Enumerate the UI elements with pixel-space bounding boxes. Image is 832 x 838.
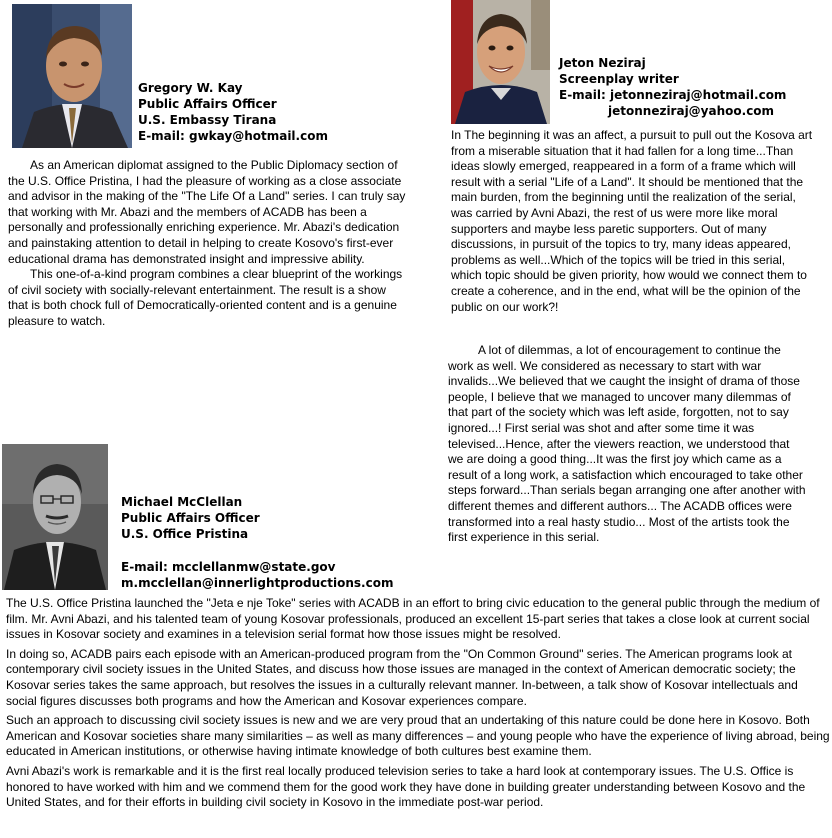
gregory-kay-statement [8, 158, 408, 330]
gregory-kay-title: Public Affairs Officer [138, 97, 277, 111]
michael-mcclellan-emails [121, 559, 393, 591]
gregory-kay-org: U.S. Embassy Tirana [138, 113, 277, 127]
jeton-neziraj-paragraph-1: In The beginning it was an affect, a pursuit to pull out the Kosova art from a miserable situation that it had fallen for a long time...Than ideas slowly emerged, reappeared in a form of a frame which will result with a serial "Life of a Land". It should be mentioned that the main burden, from the beginning until the realization of the serial, was carried by Avni Abazi, the rest of us were more like moral supporters and maybe less paretic supporters. Out of many discussions, in pursuit of the topics to try, many ideas appeared, problems as well...Which of the topics will be tried in this serial, which topic should be given priority, how would we connect them to create a coherence, and in the end, what will be the opinion of the public on our work?! [451, 128, 813, 314]
jeton-neziraj-photo [451, 0, 550, 124]
us-office-paragraph-2: In doing so, ACADB pairs each episode with an American-produced program from the "On Common Ground" series. The American programs look at contemporary civil society issues in the United States, and discuss how those issues are managed in the context of American democratic society; the Kosovar series takes the same approach, but resolves the issues in a culturally relevant manner. In-between, a talk show of Kosovar intellectuals and social figures discusses both programs and how the American and Kosovar experiences compare. [6, 646, 798, 708]
michael-mcclellan-photo [2, 444, 108, 590]
michael-mcclellan-email-2: m.mcclellan@innerlightproductions.com [121, 576, 394, 590]
jeton-neziraj-contact [559, 55, 786, 119]
jeton-neziraj-email-1: E-mail: jetonneziraj@hotmail.com [559, 88, 787, 102]
michael-mcclellan-contact [121, 494, 260, 542]
gregory-kay-paragraph-2-text: This one-of-a-kind program combines a clear blueprint of the workings of civil society with socially-relevant entertainment. The result is a show that is both chock full of Democratically-oriented content and is a genuine pleasure to watch. [8, 267, 403, 328]
gregory-kay-paragraph-2 [8, 267, 408, 329]
michael-mcclellan-org: U.S. Office Pristina [121, 527, 249, 541]
gregory-kay-photo [12, 4, 132, 148]
jeton-neziraj-email-2: jetonneziraj@yahoo.com [608, 104, 775, 118]
michael-mcclellan-name: Michael McClellan [121, 495, 243, 509]
jeton-neziraj-paragraph-2-text: A lot of dilemmas, a lot of encouragement to continue the work as well. We considered as necessary to start with war invalids...We believed that we caught the insight of drama of those people, I believe that we managed to uncover many dilemmas of that part of the society which was left aside, forgotten, not to say ignored...! First serial was shot and after some time it was televised...Hence, after the viewers reaction, we understood that we are doing a good thing...It was the first joy which came as a result of a long work, a satisfaction which encouraged to take other steps forward...Than serials began arranging one after another with different themes and different authors... The ACADB offices were transformed into a real hasty studio... Most of the artists took the first experience in this serial. [448, 343, 806, 545]
gregory-kay-contact [138, 80, 328, 144]
jeton-neziraj-name: Jeton Neziraj [559, 56, 646, 70]
michael-mcclellan-title: Public Affairs Officer [121, 511, 260, 525]
jeton-neziraj-statement-2 [448, 343, 808, 546]
gregory-kay-name: Gregory W. Kay [138, 81, 243, 95]
jeton-neziraj-title: Screenplay writer [559, 72, 679, 86]
us-office-statement [6, 596, 830, 815]
us-office-paragraph-4: Avni Abazi's work is remarkable and it is the first real locally produced television series to take a hard look at contemporary issues. The U.S. Office is honored to have worked with him and we commend them for the good work they have done in building greater understanding between Kosovo and the United States, and for their efforts in building civil society in Kosovo in the immediate post-war period. [6, 763, 806, 810]
gregory-kay-email: E-mail: gwkay@hotmail.com [138, 129, 328, 143]
jeton-neziraj-statement-1 [451, 128, 817, 315]
gregory-kay-paragraph-1-text: As an American diplomat assigned to the Public Diplomacy section of the U.S. Office Pristina, I had the pleasure of working as a close associate and advisor in the making of the "The Life Of a Land" series. I can truly say that working with Mr. Abazi and the members of ACADB has been a personally and professionally enriching experience. Mr. Abazi's dedication and painstaking attention to detail in helping to create Kosovo's first-ever educational drama has demonstrated insight and impressive ability. [8, 158, 406, 266]
michael-mcclellan-email-1: E-mail: mcclellanmw@state.gov [121, 560, 336, 574]
us-office-paragraph-1: The U.S. Office Pristina launched the "Jeta e nje Toke" series with ACADB in an effort to bring civic education to the general public through the medium of film. Mr. Avni Abazi, and his talented team of young Kosovar professionals, produced an excellent 15-part series that takes a close look at current social issues in Kosovar society and examines in a television serial format how those issues might be resolved. [6, 596, 820, 642]
jeton-neziraj-paragraph-2 [448, 343, 808, 546]
us-office-paragraph-3: Such an approach to discussing civil society issues is new and we are very proud that an undertaking of this nature could be done here in Kosovo. Both American and Kosovar societies share many similarities – as well as many differences – and young people who have the experience of living abroad, being educated in American institutions, or otherwise having intimate knowledge of both cultures best examine them. [6, 713, 830, 759]
gregory-kay-paragraph-1 [8, 158, 408, 267]
